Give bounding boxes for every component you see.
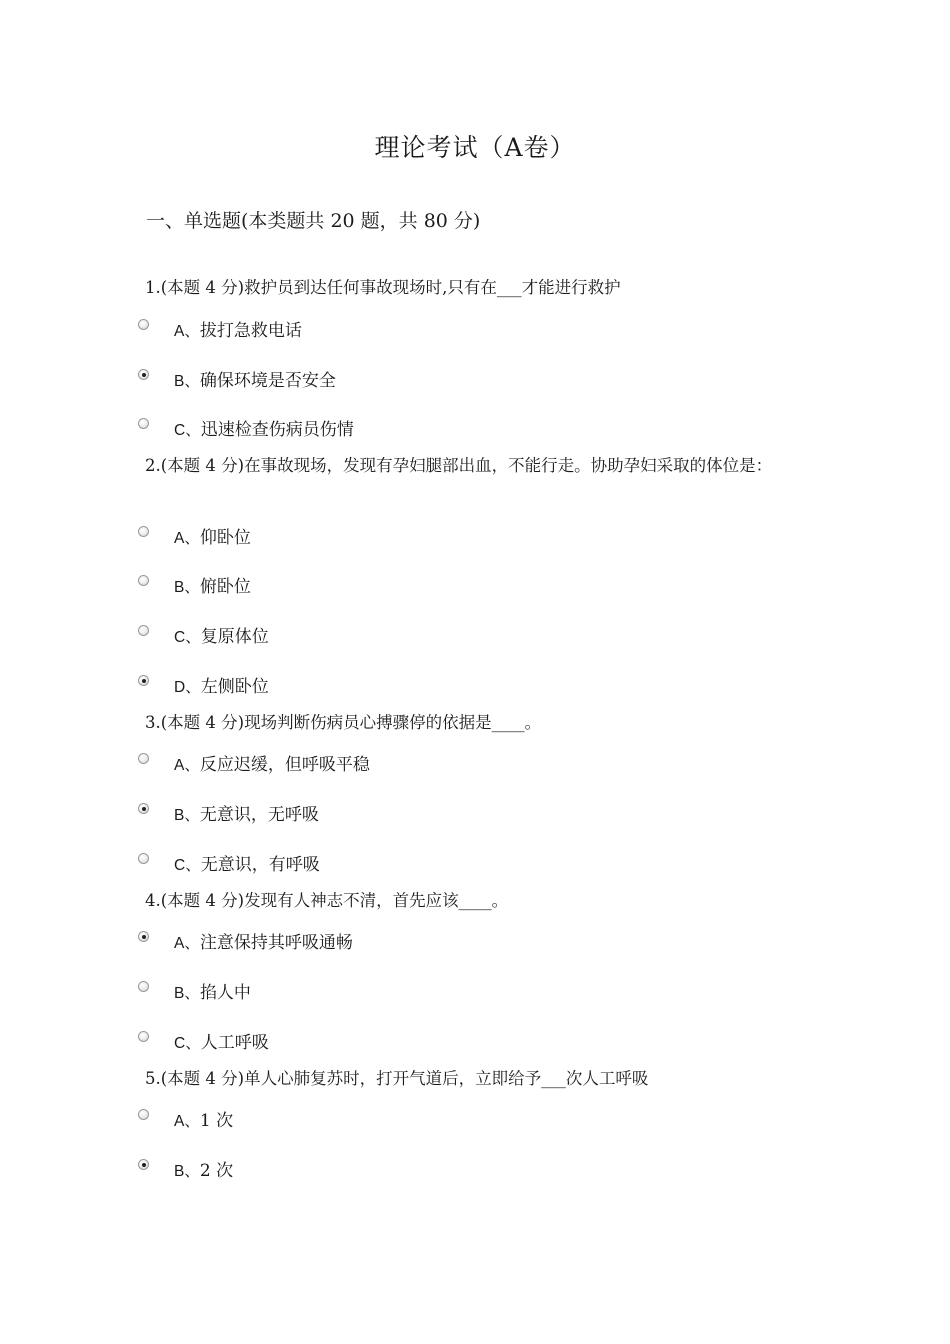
option-text: 2 次: [199, 1161, 234, 1181]
option-letter: A、: [174, 530, 200, 547]
option-label: [174, 622, 269, 647]
radio-icon[interactable]: [138, 1159, 149, 1170]
radio-icon[interactable]: [138, 418, 149, 429]
question-3-text: 3.(本题 4 分)现场判断伤病员心搏骤停的依据是____。: [145, 713, 542, 732]
option-letter: B、: [174, 985, 200, 1002]
option-letter: C、: [174, 422, 201, 439]
option-label: [174, 1106, 233, 1131]
option-letter: B、: [174, 1163, 200, 1180]
radio-icon[interactable]: [138, 526, 149, 537]
radio-icon[interactable]: [138, 1109, 149, 1120]
option-text: 无意识，无呼吸: [199, 805, 319, 825]
option-text: 复原体位: [200, 627, 269, 647]
radio-icon[interactable]: [138, 753, 149, 764]
option-label: [174, 750, 370, 775]
option-label: [174, 366, 336, 391]
option-label: [174, 415, 354, 440]
option-letter: B、: [174, 579, 200, 596]
option-label: [174, 1156, 233, 1181]
option-label: [174, 928, 353, 953]
option-text: 1 次: [199, 1111, 234, 1131]
exam-title: 理论考试（A卷）: [374, 133, 576, 162]
radio-icon[interactable]: [138, 981, 149, 992]
radio-icon[interactable]: [138, 369, 149, 380]
option-text: 确保环境是否安全: [199, 371, 336, 391]
option-letter: A、: [174, 1113, 200, 1130]
option-letter: C、: [174, 1035, 201, 1052]
option-text: 左侧卧位: [200, 677, 269, 697]
option-text: 掐人中: [199, 983, 251, 1003]
option-text: 仰卧位: [199, 528, 251, 548]
option-letter: A、: [174, 935, 200, 952]
option-letter: C、: [174, 857, 201, 874]
option-text: 拔打急救电话: [199, 321, 302, 341]
option-text: 注意保持其呼吸通畅: [199, 933, 353, 953]
radio-icon[interactable]: [138, 575, 149, 586]
option-letter: C、: [174, 629, 201, 646]
option-text: 迅速检查伤病员伤情: [200, 420, 354, 440]
option-label: [174, 1028, 269, 1053]
option-label: [174, 800, 319, 825]
option-letter: A、: [174, 757, 200, 774]
option-text: 人工呼吸: [200, 1033, 269, 1053]
option-text: 无意识，有呼吸: [200, 855, 320, 875]
option-label: [174, 572, 251, 597]
question-1-text: 1.(本题 4 分)救护员到达任何事故现场时,只有在___才能进行救护: [145, 278, 621, 297]
radio-icon[interactable]: [138, 675, 149, 686]
option-letter: D、: [174, 679, 201, 696]
radio-icon[interactable]: [138, 853, 149, 864]
question-5-text: 5.(本题 4 分)单人心肺复苏时，打开气道后，立即给予___次人工呼吸: [145, 1069, 649, 1088]
option-letter: A、: [174, 323, 200, 340]
option-label: [174, 850, 320, 875]
question-4-text: 4.(本题 4 分)发现有人神志不清，首先应该____。: [145, 891, 509, 910]
radio-icon[interactable]: [138, 319, 149, 330]
option-label: [174, 316, 302, 341]
radio-icon[interactable]: [138, 625, 149, 636]
option-letter: B、: [174, 807, 200, 824]
section-heading: 一、单选题(本类题共 20 题，共 80 分): [146, 210, 481, 232]
option-letter: B、: [174, 373, 200, 390]
question-2-text: 2.(本题 4 分)在事故现场，发现有孕妇腿部出血，不能行走。协助孕妇采取的体位是：: [145, 456, 773, 475]
option-label: [174, 523, 251, 548]
radio-icon[interactable]: [138, 931, 149, 942]
radio-icon[interactable]: [138, 1031, 149, 1042]
option-label: [174, 672, 269, 697]
option-label: [174, 978, 251, 1003]
option-text: 反应迟缓，但呼吸平稳: [199, 755, 370, 775]
radio-icon[interactable]: [138, 803, 149, 814]
option-text: 俯卧位: [199, 577, 251, 597]
